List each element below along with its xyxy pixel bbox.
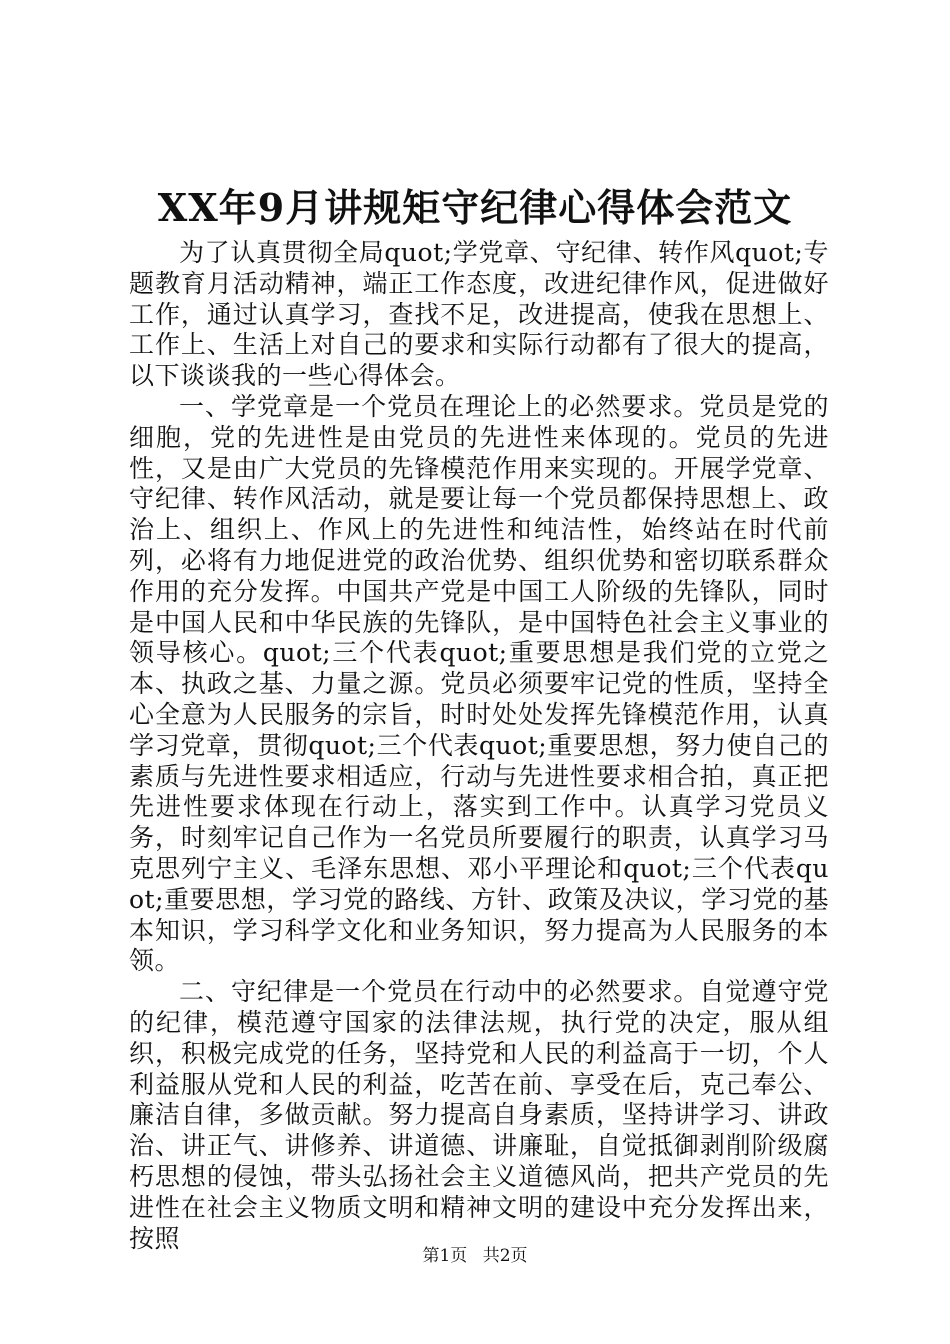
page-total: 共2页 bbox=[482, 1246, 528, 1266]
document-title: XX年9月讲规矩守纪律心得体会范文 bbox=[157, 185, 793, 230]
page-number: 第1页 bbox=[422, 1246, 468, 1266]
paragraph-section-1: 一、学党章是一个党员在理论上的必然要求。党员是党的细胞，党的先进性是由党员的先进性来体现的。党员的先进性，又是由广大党员的先锋模范作用来实现的。开展学党章、守纪律、转作风活动，就是要让每一个党员都保持思想上、政治上、组织上、作风上的先进性和纯洁性，始终站在时代前列，必将有力地促进党的政治优势、组织优势和密切联系群众作用的充分发挥。中国共产党是中国工人阶级的先锋队，同时是中国人民和中华民族的先锋队，是中国特色社会主义事业的领导核心。quot;三个代表quot;重要思想是我们党的立党之本、执政之基、力量之源。党员必须要牢记党的性质，坚持全心全意为人民服务的宗旨，时时处处发挥先锋模范作用，认真学习党章，贯彻quot;三个代表quot;重要思想，努力使自己的素质与先进性要求相适应，行动与先进性要求相合拍，真正把先进性要求体现在行动上，落实到工作中。认真学习党员义务，时刻牢记自己作为一名党员所要履行的职责，认真学习马克思列宁主义、毛泽东思想、邓小平理论和quot;三个代表quot;重要思想，学习党的路线、方针、政策及决议，学习党的基本知识，学习科学文化和业务知识，努力提高为人民服务的本领。 bbox=[129, 391, 829, 976]
page-footer bbox=[0, 1244, 950, 1268]
document-body bbox=[129, 238, 829, 1254]
paragraph-intro: 为了认真贯彻全局quot;学党章、守纪律、转作风quot;专题教育月活动精神，端正工作态度，改进纪律作风，促进做好工作，通过认真学习，查找不足，改进提高，使我在思想上、工作上、生活上对自己的要求和实际行动都有了很大的提高，以下谈谈我的一些心得体会。 bbox=[129, 238, 829, 391]
paragraph-section-2: 二、守纪律是一个党员在行动中的必然要求。自觉遵守党的纪律，模范遵守国家的法律法规，执行党的决定，服从组织，积极完成党的任务，坚持党和人民的利益高于一切，个人利益服从党和人民的利益，吃苦在前、享受在后，克己奉公、廉洁自律，多做贡献。努力提高自身素质，坚持讲学习、讲政治、讲正气、讲修养、讲道德、讲廉耻，自觉抵御剥削阶级腐朽思想的侵蚀，带头弘扬社会主义道德风尚，把共产党员的先进性在社会主义物质文明和精神文明的建设中充分发挥出来，按照 bbox=[129, 977, 829, 1253]
